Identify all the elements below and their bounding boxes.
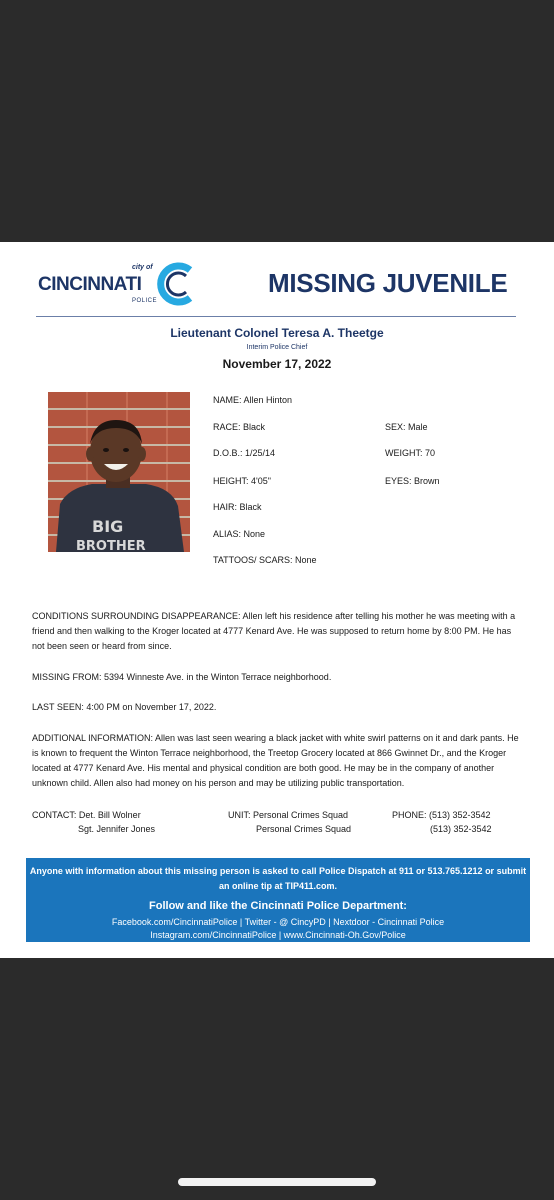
field-dob: D.O.B.: 1/25/14 <box>213 448 276 458</box>
cincinnati-police-logo <box>36 260 206 310</box>
banner-social-links <box>26 916 530 942</box>
child-photo-icon <box>48 392 190 552</box>
chief-name: Lieutenant Colonel Teresa A. Theetge <box>170 326 384 340</box>
header-divider <box>36 316 516 317</box>
field-tattoos: TATTOOS/ SCARS: None <box>213 555 317 565</box>
unit-2: Personal Crimes Squad <box>256 824 352 834</box>
field-race: RACE: Black <box>213 422 266 432</box>
last-seen-paragraph: LAST SEEN: 4:00 PM on November 17, 2022. <box>32 702 217 712</box>
shirt-text-1: BIG <box>92 517 124 536</box>
field-eyes: EYES: Brown <box>385 476 440 486</box>
banner-social-line-2: Instagram.com/CincinnatiPolice | www.Cincinnati-Oh.Gov/Police <box>150 930 406 940</box>
banner-tip-text: Anyone with information about this missing person is asked to call Police Dispatch at 911 or 513.765.1212 or submit an online tip at TIP411.com. <box>29 866 527 891</box>
tip-banner <box>26 858 530 942</box>
phone-1: PHONE: (513) 352-3542 <box>392 810 491 820</box>
logo-cityof: city of <box>132 264 153 271</box>
phone-2: (513) 352-3542 <box>430 824 492 834</box>
missing-flyer <box>0 242 554 958</box>
chief-title: Interim Police Chief <box>246 344 308 351</box>
top-dark-area <box>0 0 554 242</box>
missing-from-paragraph: MISSING FROM: 5394 Winneste Ave. in the Winton Terrace neighborhood. <box>32 672 332 682</box>
banner-follow-heading: Follow and like the Cincinnati Police Department: <box>149 900 407 912</box>
logo-police: POLICE <box>132 298 158 304</box>
field-name: NAME: Allen Hinton <box>213 395 293 405</box>
additional-info-paragraph: ADDITIONAL INFORMATION: Allen was last seen wearing a black jacket with white swirl patterns on it and dark pants. He is known to frequent the Winton Terrace neighborhood, the Treetop Grocery located at 866 Gwinnet Dr., and the Kroger located at 4777 Kenard Ave. His mental and physical condition are both good. He may be in the company of another unknown child. Allen also had money on his person and may be utilizing public transportation. <box>32 733 519 788</box>
contact-1: CONTACT: Det. Bill Wolner <box>32 810 141 820</box>
bottom-dark-area <box>0 958 554 1200</box>
conditions-paragraph: CONDITIONS SURROUNDING DISAPPEARANCE: Allen left his residence after telling his mother he was meeting with a friend and then walking to the Kroger located at 4777 Kenard Ave. He was supposed to return home by 8:00 PM. He has not been seen or heard from since. <box>32 611 516 651</box>
field-weight: WEIGHT: 70 <box>385 448 436 458</box>
flyer-title: MISSING JUVENILE <box>268 268 508 298</box>
field-height: HEIGHT: 4'05" <box>213 476 271 486</box>
banner-social-line-1: Facebook.com/CincinnatiPolice | Twitter - @ CincyPD | Nextdoor - Cincinnati Police <box>111 917 445 927</box>
missing-person-photo <box>48 392 190 552</box>
logo-name: CINCINNATI <box>38 274 142 295</box>
logo-c-icon <box>154 260 198 308</box>
shirt-text-2: BROTHER <box>76 539 146 552</box>
flyer-date: November 17, 2022 <box>222 357 332 371</box>
field-sex: SEX: Male <box>385 422 428 432</box>
field-alias: ALIAS: None <box>213 529 266 539</box>
field-hair: HAIR: Black <box>213 502 262 512</box>
contact-2: Sgt. Jennifer Jones <box>78 824 156 834</box>
unit-1: UNIT: Personal Crimes Squad <box>228 810 349 820</box>
home-indicator[interactable] <box>178 1178 376 1186</box>
